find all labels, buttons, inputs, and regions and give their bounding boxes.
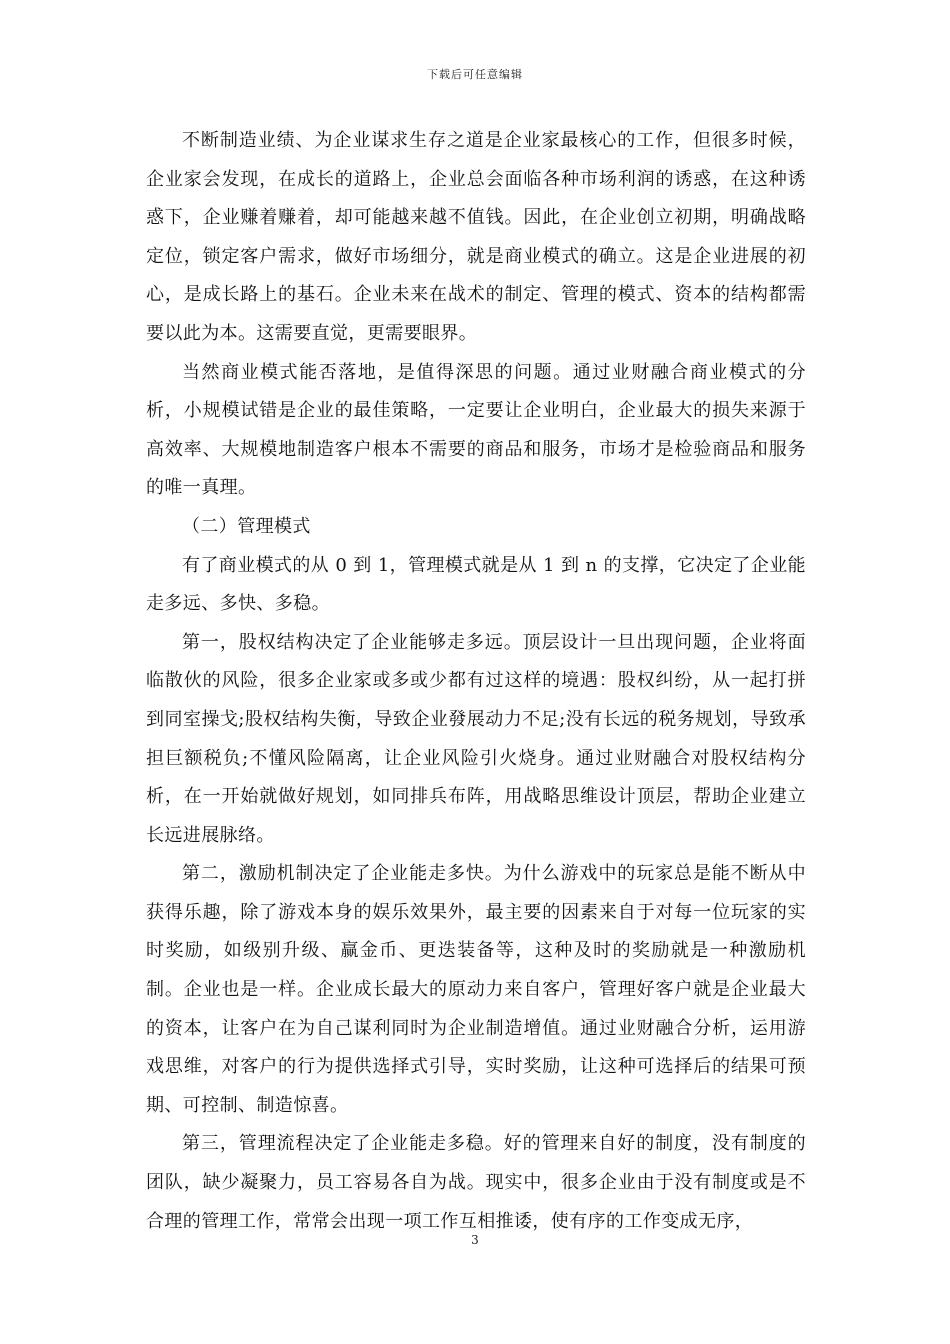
paragraph: 第一，股权结构决定了企业能够走多远。顶层设计一旦出现问题，企业将面临散伙的风险，很多企业家或多或少都有过这样的境遇：股权纠纷，从一起打拼到同室操戈;股权结构失衡，导致企业發展动力不足;没有长远的税务规划，导致承担巨额税负;不懂风险隔离，让企业风险引火烧身。通过业财融合对股权结构分析，在一开始就做好规划，如同排兵布阵，用战略思维设计顶层，帮助企业建立长远进展脉络。 bbox=[146, 631, 806, 846]
paragraph: 第二，激励机制决定了企业能走多快。为什么游戏中的玩家总是能不断从中获得乐趣，除了游戏本身的娱乐效果外，最主要的因素来自于对每一位玩家的实时奖励，如级别升级、赢金币、更迭装备等，这种及时的奖励就是一种激励机制。企业也是一样。企业成长最大的原动力来自客户，管理好客户就是企业最大的资本，让客户在为自己谋利同时为企业制造增值。通过业财融合分析，运用游戏思维，对客户的行为提供选择式引导，实时奖励，让这种可选择后的结果可预期、可控制、制造惊喜。 bbox=[146, 863, 806, 1116]
body-text bbox=[146, 122, 806, 1241]
section-heading: （二）管理模式 bbox=[182, 515, 311, 537]
page-number: 3 bbox=[471, 1233, 479, 1247]
page-header: 下载后可任意编辑 bbox=[427, 68, 523, 81]
paragraph: 有了商业模式的从 0 到 1，管理模式就是从 1 到 n 的支撑，它决定了企业能走多远、多快、多稳。 bbox=[146, 554, 806, 615]
paragraph: 不断制造业绩、为企业谋求生存之道是企业家最核心的工作，但很多时候，企业家会发现，在成长的道路上，企业总会面临各种市场利润的诱惑，在这种诱惑下，企业赚着赚着，却可能越来越不值钱。因此，在企业创立初期，明确战略定位，锁定客户需求，做好市场细分，就是商业模式的确立。这是企业进展的初心，是成长路上的基石。企业未来在战术的制定、管理的模式、资本的结构都需要以此为本。这需要直觉，更需要眼界。 bbox=[146, 130, 806, 344]
paragraph: 当然商业模式能否落地，是值得深思的问题。通过业财融合商业模式的分析，小规模试错是企业的最佳策略，一定要让企业明白，企业最大的损失来源于高效率、大规模地制造客户根本不需要的商品和服务，市场才是检验商品和服务的唯一真理。 bbox=[146, 361, 806, 499]
paragraph: 第三，管理流程决定了企业能走多稳。好的管理来自好的制度，没有制度的团队，缺少凝聚力，员工容易各自为战。现实中，很多企业由于没有制度或是不合理的管理工作，常常会出现一项工作互相推诿，使有序的工作变成无序， bbox=[146, 1133, 806, 1232]
